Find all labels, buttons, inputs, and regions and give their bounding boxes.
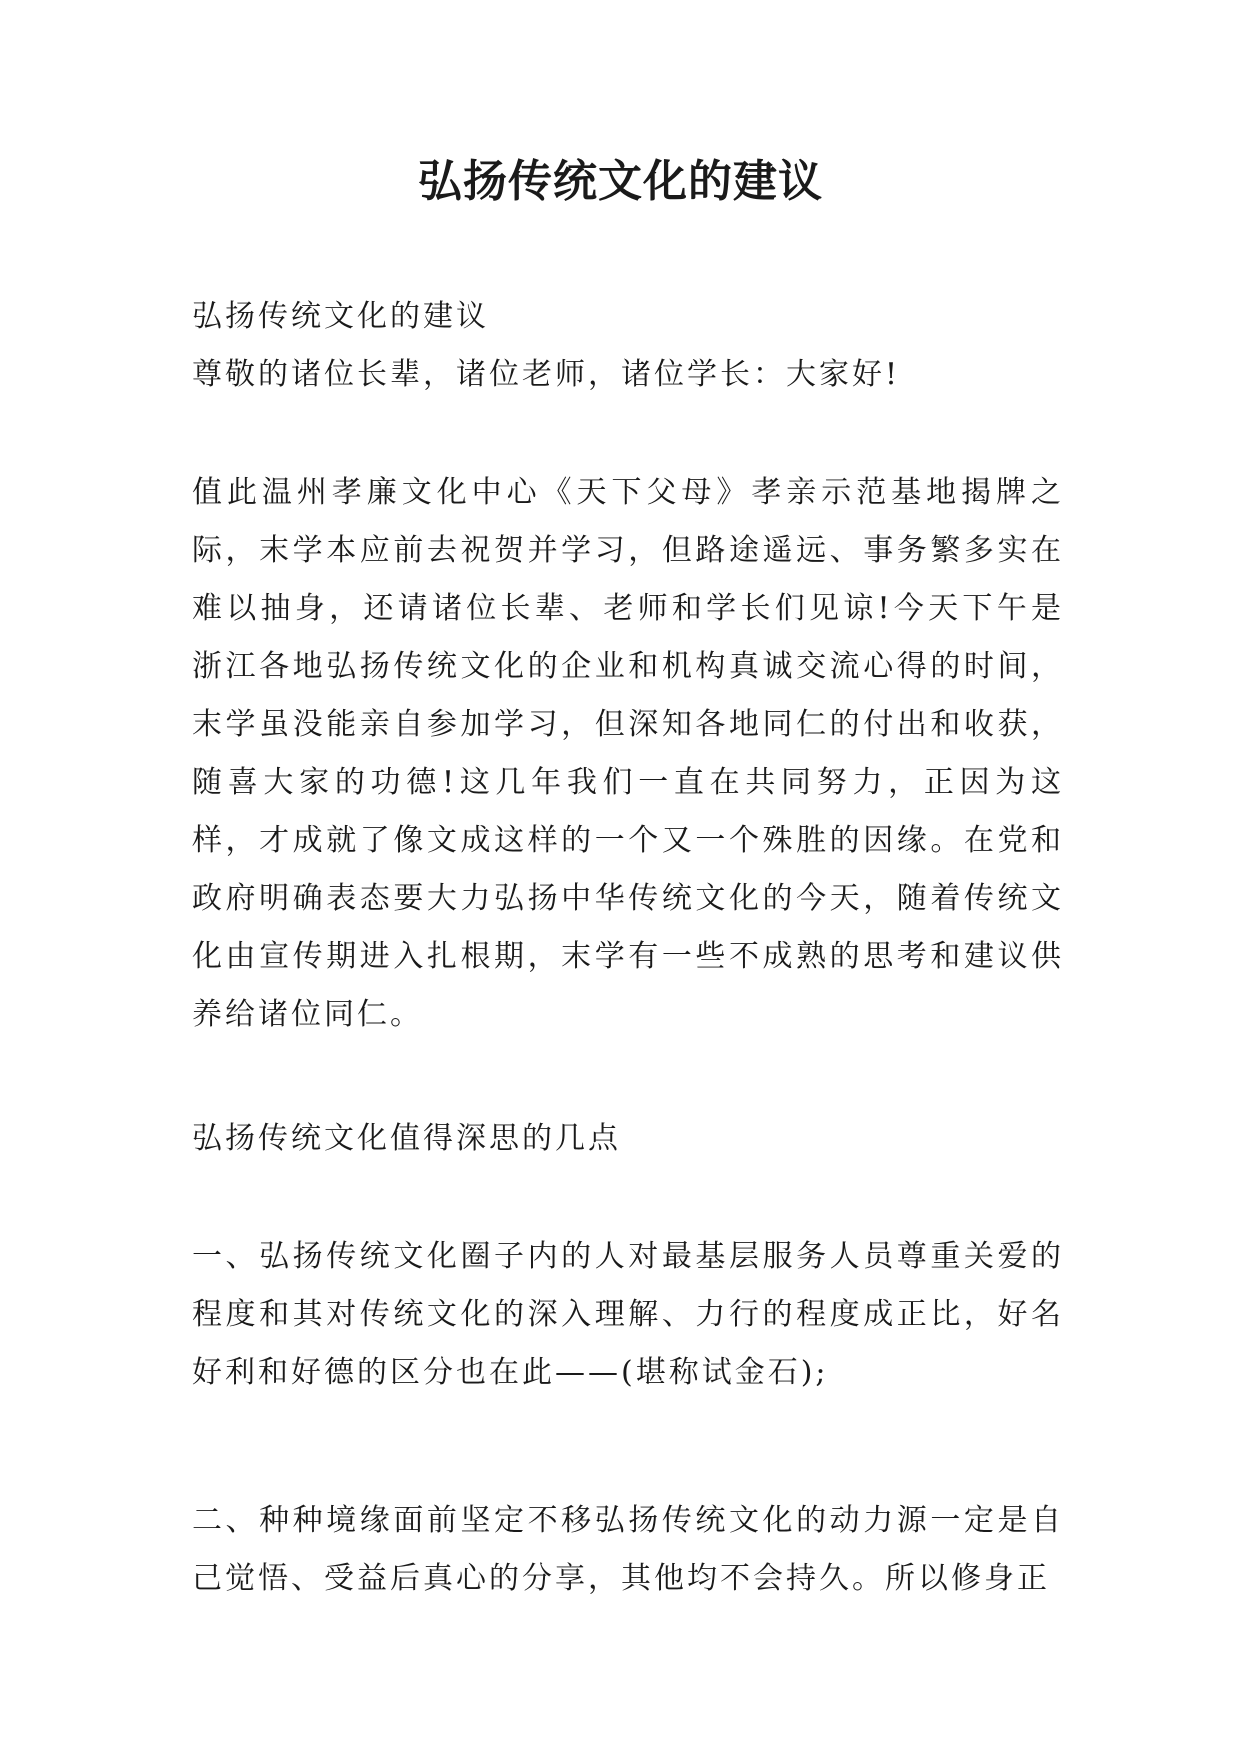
section-heading: 弘扬传统文化值得深思的几点 [192, 1121, 621, 1156]
document-title: 弘扬传统文化的建议 [418, 156, 823, 207]
point-one-paragraph: 一、弘扬传统文化圈子内的人对最基层服务人员尊重关爱的程度和其对传统文化的深入理解、力行的程度成正比，好名好利和好德的区分也在此——(堪称试金石); [192, 1239, 1064, 1390]
greeting-line: 尊敬的诸位长辈，诸位老师，诸位学长：大家好! [192, 357, 901, 392]
point-two-paragraph: 二、种种境缘面前坚定不移弘扬传统文化的动力源一定是自己觉悟、受益后真心的分享，其他均不会持久。所以修身正 [192, 1503, 1064, 1596]
intro-paragraph: 值此温州孝廉文化中心《天下父母》孝亲示范基地揭牌之际，末学本应前去祝贺并学习，但路途遥远、事务繁多实在难以抽身，还请诸位长辈、老师和学长们见谅!今天下午是浙江各地弘扬传统文化的企业和机构真诚交流心得的时间，末学虽没能亲自参加学习，但深知各地同仁的付出和收获，随喜大家的功德!这几年我们一直在共同努力，正因为这样，才成就了像文成这样的一个又一个殊胜的因缘。在党和政府明确表态要大力弘扬中华传统文化的今天，随着传统文化由宣传期进入扎根期，末学有一些不成熟的思考和建议供养给诸位同仁。 [192, 475, 1064, 1032]
document-subtitle: 弘扬传统文化的建议 [192, 299, 489, 334]
